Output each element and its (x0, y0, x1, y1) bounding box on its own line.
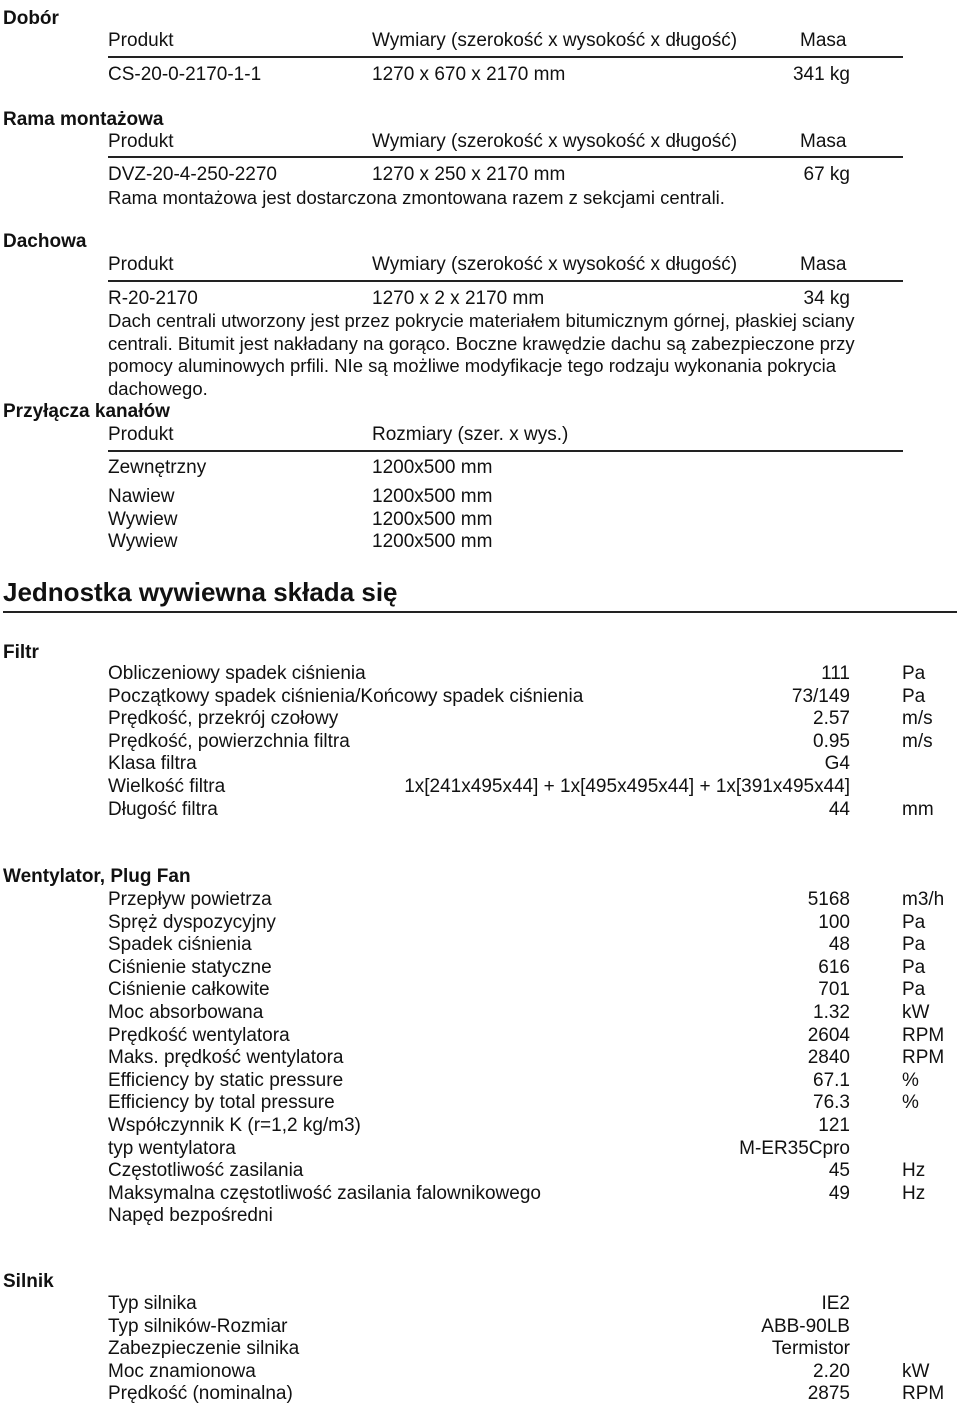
spec-unit: m/s (902, 730, 933, 752)
product-mass: 341 kg (792, 64, 850, 85)
header-product: Produkt (108, 131, 174, 152)
spec-value: IE2 (821, 1293, 850, 1314)
spec-label: Zabezpieczenie silnika (108, 1338, 300, 1360)
spec-label: Początkowy spadek ciśnienia/Końcowy spadek ciśnienia (108, 685, 584, 707)
spec-unit: RPM (902, 1047, 945, 1069)
header-product: Produkt (108, 30, 174, 51)
spec-value: 45 (828, 1160, 850, 1182)
spec-unit: m/s (902, 708, 933, 730)
spec-value: G4 (824, 753, 850, 775)
spec-value: 2875 (807, 1383, 850, 1405)
spec-value: 1.32 (813, 1002, 850, 1023)
spec-unit: m3/h (902, 889, 945, 910)
divider (108, 280, 903, 282)
header-mass: Masa (800, 30, 847, 51)
spec-value: 121 (818, 1115, 850, 1136)
spec-label: Efficiency by total pressure (108, 1092, 335, 1114)
spec-label: Współczynnik K (r=1,2 kg/m3) (108, 1115, 361, 1136)
spec-label: Typ silników-Rozmiar (108, 1315, 288, 1337)
spec-label: Maksymalna częstotliwość zasilania falownikowego (108, 1182, 541, 1204)
product-code: CS-20-0-2170-1-1 (108, 64, 262, 85)
duct-size: 1200x500 mm (372, 457, 493, 478)
spec-label: Spręż dyspozycyjny (108, 911, 276, 933)
spec-unit: Hz (902, 1182, 926, 1204)
spec-label: Prędkość, przekrój czołowy (108, 708, 339, 730)
section-title-dobor: Dobór (3, 8, 59, 29)
note-text: Dach centrali utworzony jest przez pokrycie materiałem bitumicznym górnej, płaskiej sciany centrali. Bitumit jest nakładany na gorąco. Boczne krawędzie dachu są zabezpieczone przy pomocy aluminowych prfili. NIe są możliwe modyfikacje tego rodzaju wykonania pokrycia dachowego. (108, 310, 855, 399)
spec-label: typ wentylatora (108, 1137, 236, 1159)
product-mass: 34 kg (803, 288, 850, 309)
section-title-przylacza: Przyłącza kanałów (3, 401, 170, 422)
spec-value: 44 (828, 798, 850, 820)
header-product: Produkt (108, 254, 174, 275)
spec-label: Efficiency by static pressure (108, 1069, 344, 1091)
spec-value: 2.20 (813, 1360, 850, 1382)
spec-value: 1x[241x495x44] + 1x[495x495x44] + 1x[391x495x44] (404, 776, 850, 797)
spec-value: 73/149 (791, 685, 850, 707)
spec-value: 76.3 (813, 1092, 850, 1114)
spec-value: 49 (828, 1182, 850, 1204)
spec-label: Napęd bezpośredni (108, 1205, 273, 1227)
duct-name: Zewnętrzny (108, 457, 207, 478)
duct-size: 1200x500 mm (372, 486, 493, 507)
section-title-wentylator: Wentylator, Plug Fan (3, 866, 191, 887)
spec-value: 111 (821, 663, 850, 684)
header-size: Rozmiary (szer. x wys.) (372, 424, 569, 445)
duct-name: Nawiew (108, 486, 175, 507)
spec-value: 0.95 (813, 730, 850, 752)
header-mass: Masa (800, 131, 847, 152)
spec-label: Długość filtra (108, 798, 218, 820)
spec-label: Wielkość filtra (108, 776, 226, 797)
spec-unit: kW (902, 1002, 930, 1023)
product-dims: 1270 x 250 x 2170 mm (372, 164, 566, 185)
divider (108, 450, 903, 452)
header-mass: Masa (800, 254, 847, 275)
spec-unit: Pa (902, 685, 926, 707)
page-heading: Jednostka wywiewna składa się (3, 577, 398, 607)
duct-size: 1200x500 mm (372, 509, 493, 530)
spec-unit: % (902, 1069, 919, 1091)
header-dims: Wymiary (szerokość x wysokość x długość) (372, 131, 738, 152)
spec-label: Obliczeniowy spadek ciśnienia (108, 663, 366, 684)
section-title-rama: Rama montażowa (3, 109, 164, 130)
spec-unit: Pa (902, 911, 926, 933)
spec-label: Maks. prędkość wentylatora (108, 1047, 344, 1069)
spec-label: Przepływ powietrza (108, 889, 272, 910)
spec-value: 67.1 (813, 1069, 850, 1091)
spec-label: Prędkość, powierzchnia filtra (108, 730, 350, 752)
spec-label: Prędkość (nominalna) (108, 1383, 293, 1405)
spec-label: Moc absorbowana (108, 1002, 264, 1023)
duct-name: Wywiew (108, 531, 178, 552)
spec-unit: RPM (902, 1383, 945, 1405)
duct-name: Wywiew (108, 509, 178, 530)
spec-value: 48 (828, 934, 850, 956)
spec-value: Termistor (771, 1338, 850, 1360)
section-title-silnik: Silnik (3, 1271, 54, 1292)
product-dims: 1270 x 2 x 2170 mm (372, 288, 545, 309)
spec-unit: Pa (902, 934, 926, 956)
spec-label: Moc znamionowa (108, 1360, 256, 1382)
spec-label: Ciśnienie statyczne (108, 956, 272, 978)
spec-label: Klasa filtra (108, 753, 197, 775)
spec-value: 100 (818, 911, 850, 933)
spec-value: M-ER35Cpro (739, 1137, 850, 1159)
spec-label: Typ silnika (108, 1293, 197, 1314)
header-dims: Wymiary (szerokość x wysokość x długość) (372, 30, 738, 51)
note-text: Rama montażowa jest dostarczona zmontowana razem z sekcjami centrali. (108, 187, 725, 208)
spec-unit: Pa (902, 979, 926, 1001)
duct-size: 1200x500 mm (372, 531, 493, 552)
spec-value: 701 (818, 979, 850, 1001)
spec-label: Ciśnienie całkowite (108, 979, 270, 1001)
section-title-filtr: Filtr (3, 642, 39, 663)
spec-unit: Pa (902, 663, 926, 684)
spec-unit: RPM (902, 1024, 945, 1046)
spec-value: 616 (818, 956, 850, 978)
product-code: R-20-2170 (108, 288, 198, 309)
heading-divider (3, 611, 957, 613)
spec-unit: Hz (902, 1160, 926, 1182)
divider (108, 156, 903, 158)
section-title-dachowa: Dachowa (3, 231, 87, 252)
spec-value: 2604 (807, 1024, 850, 1046)
spec-value: 2.57 (813, 708, 850, 730)
product-mass: 67 kg (803, 164, 850, 185)
product-dims: 1270 x 670 x 2170 mm (372, 64, 566, 85)
product-code: DVZ-20-4-250-2270 (108, 164, 277, 185)
spec-unit: kW (902, 1360, 930, 1382)
spec-unit: % (902, 1092, 919, 1114)
spec-unit: Pa (902, 956, 926, 978)
spec-value: 2840 (807, 1047, 850, 1069)
header-product: Produkt (108, 424, 174, 445)
spec-unit: mm (902, 798, 934, 820)
spec-label: Spadek ciśnienia (108, 934, 252, 956)
spec-value: ABB-90LB (761, 1315, 850, 1337)
spec-label: Częstotliwość zasilania (108, 1160, 304, 1182)
header-dims: Wymiary (szerokość x wysokość x długość) (372, 254, 738, 275)
divider (108, 56, 903, 58)
spec-value: 5168 (807, 889, 850, 910)
spec-label: Prędkość wentylatora (108, 1024, 290, 1046)
